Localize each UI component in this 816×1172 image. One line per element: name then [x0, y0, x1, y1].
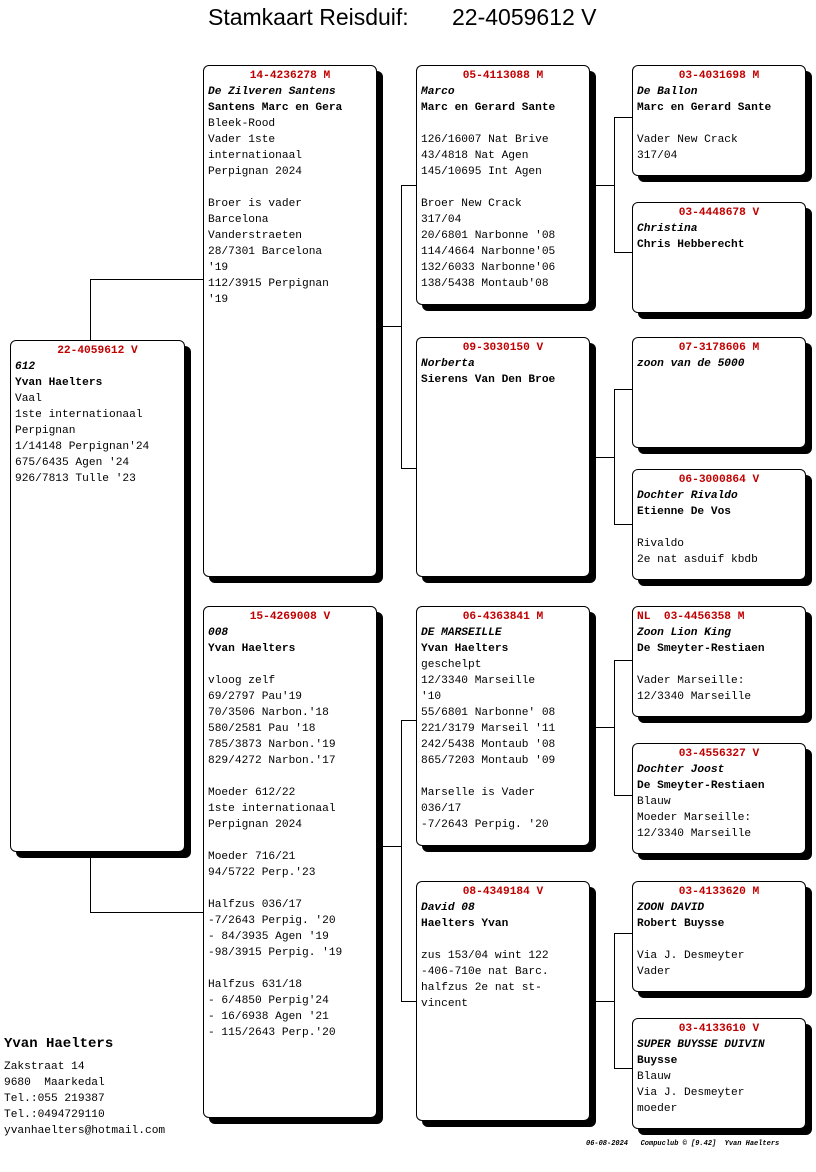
- card-mother-father[interactable]: [416, 606, 590, 846]
- info-line: 317/04: [421, 214, 462, 226]
- breeder-name: De Smeyter-Restiaen: [637, 643, 765, 655]
- info-line: Vader 1ste: [208, 134, 276, 146]
- info-line: 112/3915 Perpignan: [208, 278, 329, 290]
- info-line: '19: [208, 262, 229, 274]
- info-line: 28/7301 Barcelona: [208, 246, 323, 258]
- info-line: [637, 657, 801, 673]
- pigeon-name: De Zilveren Santens: [208, 86, 336, 98]
- owner-name: Yvan Haelters: [4, 1036, 114, 1052]
- info-line: [208, 961, 372, 977]
- info-line: - 16/6938 Agen '21: [208, 1011, 329, 1023]
- info-line: [637, 520, 801, 536]
- info-line: 317/04: [637, 150, 678, 162]
- info-line: 1ste internationaal: [15, 409, 143, 421]
- info-line: [421, 180, 585, 196]
- breeder-name: Yvan Haelters: [208, 643, 296, 655]
- info-line: '19: [208, 294, 229, 306]
- info-line: Moeder Marseille:: [637, 812, 752, 824]
- info-line: 242/5438 Montaub '08: [421, 739, 556, 751]
- ring-number: 14-4236278 M: [249, 70, 331, 82]
- info-line: Via J. Desmeyter: [637, 1087, 745, 1099]
- info-line: Perpignan 2024: [208, 166, 302, 178]
- connector: [401, 720, 417, 721]
- connector: [401, 1001, 417, 1002]
- info-line: 675/6435 Agen '24: [15, 457, 130, 469]
- ring-number: 15-4269008 V: [249, 611, 331, 623]
- info-line: Barcelona: [208, 214, 269, 226]
- info-line: [421, 769, 585, 785]
- connector: [614, 660, 615, 796]
- connector: [401, 185, 417, 186]
- country-flag: NL: [637, 611, 651, 623]
- address-line: Zakstraat 14: [4, 1061, 85, 1073]
- card-father[interactable]: [203, 65, 377, 577]
- ring-number: [637, 609, 801, 625]
- info-line: Halfzus 036/17: [208, 899, 302, 911]
- connector: [614, 389, 615, 525]
- connector: [401, 468, 417, 469]
- connector: [614, 252, 633, 253]
- card-father-father[interactable]: [416, 65, 590, 305]
- title-label: Stamkaart Reisduif:: [208, 4, 409, 30]
- info-line: 94/5722 Perp.'23: [208, 867, 316, 879]
- address-line: Tel.:055 219387: [4, 1093, 105, 1105]
- connector: [401, 720, 402, 1002]
- info-line: 114/4664 Narbonne'05: [421, 246, 556, 258]
- info-line: 12/3340 Marseille: [637, 828, 752, 840]
- breeder-name: Yvan Haelters: [421, 643, 509, 655]
- info-line: 20/6801 Narbonne '08: [421, 230, 556, 242]
- card-fff[interactable]: [632, 65, 806, 176]
- card-father-mother[interactable]: [416, 337, 590, 577]
- pigeon-name: Norberta: [421, 358, 475, 370]
- info-line: vincent: [421, 998, 468, 1010]
- info-line: 865/7203 Montaub '09: [421, 755, 556, 767]
- pigeon-name: 008: [208, 627, 229, 639]
- info-line: [421, 116, 585, 132]
- connector: [614, 524, 633, 525]
- info-line: Broer is vader: [208, 198, 302, 210]
- info-line: vloog zelf: [208, 675, 276, 687]
- breeder-name: Chris Hebberecht: [637, 239, 745, 251]
- info-line: Broer New Crack: [421, 198, 522, 210]
- info-line: 221/3179 Marseil '11: [421, 723, 556, 735]
- address-line: Tel.:0494729110: [4, 1109, 105, 1121]
- breeder-name: Santens Marc en Gera: [208, 102, 343, 114]
- connector: [590, 727, 615, 728]
- ring-number: 03-4133620 M: [678, 886, 760, 898]
- info-line: Halfzus 631/18: [208, 979, 302, 991]
- connector: [614, 933, 633, 934]
- info-line: 138/5438 Montaub'08: [421, 278, 549, 290]
- breeder-name: Marc en Gerard Sante: [421, 102, 556, 114]
- card-mother-mother[interactable]: [416, 881, 590, 1121]
- ring-number: 05-4113088 M: [462, 70, 544, 82]
- connector: [590, 185, 615, 186]
- info-line: [637, 116, 801, 132]
- ring-number: 06-4363841 M: [462, 611, 544, 623]
- connector: [90, 279, 91, 340]
- info-line: Vaal: [15, 393, 42, 405]
- info-line: moeder: [637, 1103, 678, 1115]
- pigeon-name: Christina: [637, 223, 698, 235]
- ring-number: 09-3030150 V: [462, 342, 544, 354]
- info-line: -406-710e nat Barc.: [421, 966, 549, 978]
- connector: [90, 912, 204, 913]
- info-line: 829/4272 Narbon.'17: [208, 755, 336, 767]
- info-line: 70/3506 Narbon.'18: [208, 707, 329, 719]
- connector: [614, 1068, 633, 1069]
- info-line: 1ste internationaal: [208, 803, 336, 815]
- pigeon-name: 612: [15, 361, 36, 373]
- connector: [377, 326, 402, 327]
- info-line: 145/10695 Int Agen: [421, 166, 542, 178]
- connector: [401, 185, 402, 469]
- ring-number: 22-4059612 V: [57, 345, 138, 357]
- card-mff[interactable]: [632, 606, 806, 717]
- breeder-name: De Smeyter-Restiaen: [637, 780, 765, 792]
- info-line: Perpignan 2024: [208, 819, 302, 831]
- card-mother[interactable]: [203, 606, 377, 1118]
- address-line: 9680 Maarkedal: [4, 1077, 105, 1089]
- title-ring: 22-4059612 V: [452, 4, 597, 30]
- connector: [90, 279, 204, 280]
- info-line: 036/17: [421, 803, 462, 815]
- pigeon-name: zoon van de 5000: [637, 358, 745, 370]
- info-line: Vader Marseille:: [637, 675, 745, 687]
- info-line: 785/3873 Narbon.'19: [208, 739, 336, 751]
- info-line: [208, 657, 372, 673]
- pigeon-name: David 08: [421, 902, 475, 914]
- info-line: -7/2643 Perpig. '20: [421, 819, 549, 831]
- info-line: '10: [421, 691, 442, 703]
- breeder-name: Yvan Haelters: [15, 377, 103, 389]
- info-line: Vader New Crack: [637, 134, 738, 146]
- info-line: Rivaldo: [637, 538, 684, 550]
- ring-number: 08-4349184 V: [462, 886, 544, 898]
- card-mfm[interactable]: [632, 743, 806, 854]
- breeder-name: Sierens Van Den Broe: [421, 374, 556, 386]
- connector: [90, 852, 91, 913]
- breeder-name: Marc en Gerard Sante: [637, 102, 772, 114]
- info-line: Perpignan: [15, 425, 76, 437]
- card-mmf[interactable]: [632, 881, 806, 992]
- ring-value: 03-4456358 M: [663, 611, 745, 623]
- connector: [590, 1001, 615, 1002]
- connector: [614, 660, 633, 661]
- info-line: 43/4818 Nat Agen: [421, 150, 529, 162]
- connector: [614, 389, 633, 390]
- card-fmf[interactable]: [632, 337, 806, 448]
- info-line: -7/2643 Perpig. '20: [208, 915, 336, 927]
- info-line: [208, 180, 372, 196]
- info-line: 1/14148 Perpignan'24: [15, 441, 150, 453]
- info-line: Moeder 716/21: [208, 851, 296, 863]
- info-line: 12/3340 Marseille: [637, 691, 752, 703]
- info-line: Via J. Desmeyter: [637, 950, 745, 962]
- info-line: Vanderstraeten: [208, 230, 302, 242]
- pigeon-name: ZOON DAVID: [637, 902, 705, 914]
- info-line: Marselle is Vader: [421, 787, 536, 799]
- card-subject[interactable]: [10, 340, 185, 852]
- info-line: 926/7813 Tulle '23: [15, 473, 136, 485]
- info-line: halfzus 2e nat st-: [421, 982, 542, 994]
- pigeon-name: Dochter Rivaldo: [637, 490, 738, 502]
- ring-number: 03-4133610 V: [678, 1023, 760, 1035]
- card-ffm[interactable]: [632, 202, 806, 313]
- info-line: - 84/3935 Agen '19: [208, 931, 329, 943]
- info-line: 69/2797 Pau'19: [208, 691, 302, 703]
- pigeon-name: Dochter Joost: [637, 764, 725, 776]
- email-link[interactable]: yvanhaelters@hotmail.com: [4, 1125, 166, 1137]
- pigeon-name: DE MARSEILLE: [421, 627, 502, 639]
- ring-number: 03-4448678 V: [678, 207, 760, 219]
- breeder-name: Haelters Yvan: [421, 918, 509, 930]
- info-line: 580/2581 Pau '18: [208, 723, 316, 735]
- info-line: geschelpt: [421, 659, 482, 671]
- info-line: Blauw: [637, 1071, 671, 1083]
- connector: [614, 933, 615, 1069]
- ring-number: 03-4556327 V: [678, 748, 760, 760]
- info-line: 126/16007 Nat Brive: [421, 134, 549, 146]
- info-line: Blauw: [637, 796, 671, 808]
- breeder-name: Robert Buysse: [637, 918, 725, 930]
- info-line: 55/6801 Narbonne' 08: [421, 707, 556, 719]
- pigeon-name: Zoon Lion King: [637, 627, 731, 639]
- owner-address: [4, 1059, 165, 1139]
- info-line: - 6/4850 Perpig'24: [208, 995, 329, 1007]
- print-stamp: 06-08-2024 Compuclub © [9.42] Yvan Haelters: [586, 1140, 780, 1148]
- connector: [377, 846, 402, 847]
- info-line: internationaal: [208, 150, 302, 162]
- pigeon-name: Marco: [421, 86, 455, 98]
- pigeon-name: De Ballon: [637, 86, 698, 98]
- breeder-name: Etienne De Vos: [637, 506, 731, 518]
- info-line: -98/3915 Perpig. '19: [208, 947, 343, 959]
- info-line: - 115/2643 Perp.'20: [208, 1027, 336, 1039]
- info-line: [208, 881, 372, 897]
- info-line: 2e nat asduif kbdb: [637, 554, 758, 566]
- connector: [614, 117, 615, 253]
- ring-number: 06-3000864 V: [678, 474, 760, 486]
- info-line: [421, 932, 585, 948]
- info-line: [637, 932, 801, 948]
- info-line: Vader: [637, 966, 671, 978]
- info-line: Moeder 612/22: [208, 787, 296, 799]
- breeder-name: Buysse: [637, 1055, 678, 1067]
- ring-number: 03-4031698 M: [678, 70, 760, 82]
- connector: [590, 457, 615, 458]
- card-fmm[interactable]: [632, 469, 806, 580]
- pigeon-name: SUPER BUYSSE DUIVIN: [637, 1039, 765, 1051]
- info-line: 12/3340 Marseille: [421, 675, 536, 687]
- connector: [614, 117, 633, 118]
- info-line: zus 153/04 wint 122: [421, 950, 549, 962]
- info-line: Bleek-Rood: [208, 118, 276, 130]
- info-line: [208, 769, 372, 785]
- card-mmm[interactable]: [632, 1018, 806, 1129]
- ring-number: 07-3178606 M: [678, 342, 760, 354]
- info-line: 132/6033 Narbonne'06: [421, 262, 556, 274]
- info-line: [208, 833, 372, 849]
- connector: [614, 795, 633, 796]
